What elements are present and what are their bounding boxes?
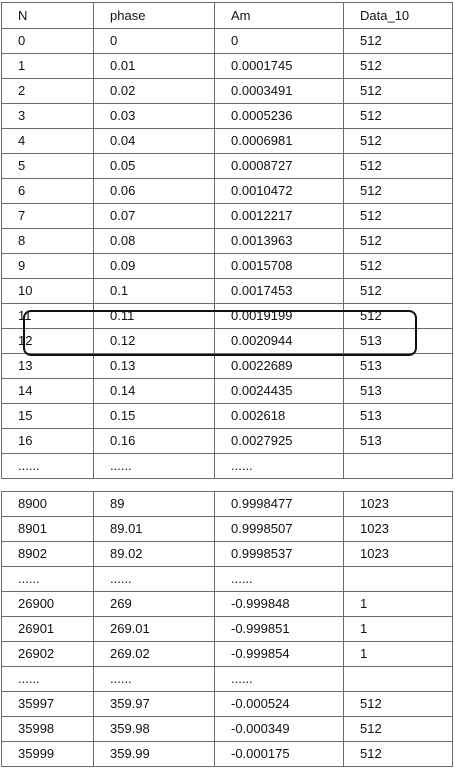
- table-cell: 0: [2, 29, 94, 54]
- table-cell: [344, 667, 453, 692]
- table-cell: 12: [2, 329, 94, 354]
- table-row: [2, 304, 453, 329]
- table-cell: 512: [344, 304, 453, 329]
- table-cell: 8900: [2, 492, 94, 517]
- table-cell: 512: [344, 104, 453, 129]
- table-cell: -0.999854: [215, 642, 344, 667]
- table-cell: 0.16: [94, 429, 215, 454]
- table-cell: 0.01: [94, 54, 215, 79]
- table-cell: 0: [215, 29, 344, 54]
- table-cell: 8901: [2, 517, 94, 542]
- table-cell: -0.000349: [215, 717, 344, 742]
- table-cell: 512: [344, 29, 453, 54]
- table-cell: 513: [344, 429, 453, 454]
- table-cell: ......: [2, 667, 94, 692]
- table-cell: 10: [2, 279, 94, 304]
- table-cell: 6: [2, 179, 94, 204]
- table-cell: 1023: [344, 492, 453, 517]
- table-cell: 13: [2, 354, 94, 379]
- table-cell: 512: [344, 717, 453, 742]
- table-cell: 512: [344, 254, 453, 279]
- table-cell: 0.0001745: [215, 54, 344, 79]
- table-row: [2, 154, 453, 179]
- table-row: [2, 29, 453, 54]
- table-cell: 8: [2, 229, 94, 254]
- table-cell: 35998: [2, 717, 94, 742]
- table-row: [2, 179, 453, 204]
- table-cell: 513: [344, 379, 453, 404]
- table-cell: 1: [344, 592, 453, 617]
- table-cell: 512: [344, 154, 453, 179]
- table-cell: 89.01: [94, 517, 215, 542]
- table-row: [2, 717, 453, 742]
- table-cell: 4: [2, 129, 94, 154]
- table-cell: 2: [2, 79, 94, 104]
- table-cell: 0.0008727: [215, 154, 344, 179]
- table-cell: 0.09: [94, 254, 215, 279]
- table-row: [2, 542, 453, 567]
- table-row: [2, 592, 453, 617]
- table-cell: 512: [344, 179, 453, 204]
- table-cell: -0.999848: [215, 592, 344, 617]
- table-cell: 0.05: [94, 154, 215, 179]
- table-row: [2, 429, 453, 454]
- table-cell: 0.0019199: [215, 304, 344, 329]
- table-cell: 16: [2, 429, 94, 454]
- table-cell: N: [2, 3, 94, 29]
- table-cell: [344, 454, 453, 479]
- table-cell: ......: [2, 567, 94, 592]
- table-cell: -0.000175: [215, 742, 344, 767]
- table-cell: 0.0006981: [215, 129, 344, 154]
- table-row: [2, 354, 453, 379]
- table-cell: 512: [344, 279, 453, 304]
- table-cell: 512: [344, 204, 453, 229]
- table-cell: 1: [344, 617, 453, 642]
- table-row: [2, 329, 453, 354]
- table-cell: 0.07: [94, 204, 215, 229]
- table-row: [2, 517, 453, 542]
- table-cell: 89: [94, 492, 215, 517]
- table-cell: 1023: [344, 542, 453, 567]
- table-cell: Data_10: [344, 3, 453, 29]
- lookup-table-bottom: [1, 491, 453, 767]
- table-cell: ......: [94, 567, 215, 592]
- table-cell: -0.999851: [215, 617, 344, 642]
- table-cell: 359.99: [94, 742, 215, 767]
- table-cell: 1023: [344, 517, 453, 542]
- table-cell: 513: [344, 404, 453, 429]
- table-cell: 5: [2, 154, 94, 179]
- table-row: [2, 567, 453, 592]
- table-cell: 0.02: [94, 79, 215, 104]
- table-cell: 0.0015708: [215, 254, 344, 279]
- table-cell: 7: [2, 204, 94, 229]
- table-cell: 512: [344, 742, 453, 767]
- table-cell: 26901: [2, 617, 94, 642]
- table-cell: 89.02: [94, 542, 215, 567]
- table-cell: 26900: [2, 592, 94, 617]
- table-cell: phase: [94, 3, 215, 29]
- table-cell: 1: [344, 642, 453, 667]
- table-cell: 0.0017453: [215, 279, 344, 304]
- table-cell: ......: [2, 454, 94, 479]
- table-cell: 513: [344, 329, 453, 354]
- table-cell: ......: [215, 567, 344, 592]
- table-cell: 35999: [2, 742, 94, 767]
- table-row: [2, 454, 453, 479]
- table-cell: 0.0027925: [215, 429, 344, 454]
- table-row: [2, 279, 453, 304]
- table-cell: 0.11: [94, 304, 215, 329]
- table-cell: 512: [344, 54, 453, 79]
- table-cell: 0.0005236: [215, 104, 344, 129]
- table-cell: 26902: [2, 642, 94, 667]
- table-cell: ......: [94, 667, 215, 692]
- table-cell: 0.04: [94, 129, 215, 154]
- table-cell: 359.98: [94, 717, 215, 742]
- table-cell: 269.01: [94, 617, 215, 642]
- table-cell: 0.0024435: [215, 379, 344, 404]
- table-row: [2, 104, 453, 129]
- table-cell: 11: [2, 304, 94, 329]
- table-row: [2, 492, 453, 517]
- table-cell: 35997: [2, 692, 94, 717]
- table-row: [2, 379, 453, 404]
- table-cell: 513: [344, 354, 453, 379]
- table-cell: 0: [94, 29, 215, 54]
- table-cell: 512: [344, 229, 453, 254]
- table-cell: 0.002618: [215, 404, 344, 429]
- table-row: [2, 617, 453, 642]
- table-header-row: [2, 3, 453, 29]
- table-cell: 269.02: [94, 642, 215, 667]
- table-cell: ......: [215, 454, 344, 479]
- table-cell: 0.1: [94, 279, 215, 304]
- table-cell: 0.0012217: [215, 204, 344, 229]
- table-cell: 512: [344, 79, 453, 104]
- table-cell: 15: [2, 404, 94, 429]
- table-row: [2, 642, 453, 667]
- table-cell: 0.0020944: [215, 329, 344, 354]
- table-row: [2, 742, 453, 767]
- table-cell: ......: [94, 454, 215, 479]
- table-cell: -0.000524: [215, 692, 344, 717]
- table-cell: 0.0022689: [215, 354, 344, 379]
- table-row: [2, 404, 453, 429]
- table-cell: 0.9998477: [215, 492, 344, 517]
- table-cell: 8902: [2, 542, 94, 567]
- table-row: [2, 54, 453, 79]
- table-cell: 0.0003491: [215, 79, 344, 104]
- table-cell: 0.0010472: [215, 179, 344, 204]
- table-cell: 0.15: [94, 404, 215, 429]
- table-cell: 1: [2, 54, 94, 79]
- table-cell: 0.14: [94, 379, 215, 404]
- table-cell: 0.13: [94, 354, 215, 379]
- table-row: [2, 79, 453, 104]
- table-cell: 359.97: [94, 692, 215, 717]
- table-cell: 512: [344, 692, 453, 717]
- lookup-table-top: [1, 2, 453, 479]
- table-row: [2, 692, 453, 717]
- table-cell: 269: [94, 592, 215, 617]
- table-cell: 14: [2, 379, 94, 404]
- table-cell: 9: [2, 254, 94, 279]
- table-cell: 0.08: [94, 229, 215, 254]
- table-row: [2, 254, 453, 279]
- table-row: [2, 129, 453, 154]
- table-row: [2, 667, 453, 692]
- table-cell: 0.03: [94, 104, 215, 129]
- table-cell: [344, 567, 453, 592]
- table-row: [2, 204, 453, 229]
- table-cell: 0.0013963: [215, 229, 344, 254]
- table-cell: 0.9998537: [215, 542, 344, 567]
- table-row: [2, 229, 453, 254]
- table-cell: Am: [215, 3, 344, 29]
- table-cell: ......: [215, 667, 344, 692]
- table-cell: 0.12: [94, 329, 215, 354]
- table-cell: 0.9998507: [215, 517, 344, 542]
- table-cell: 512: [344, 129, 453, 154]
- table-cell: 3: [2, 104, 94, 129]
- table-cell: 0.06: [94, 179, 215, 204]
